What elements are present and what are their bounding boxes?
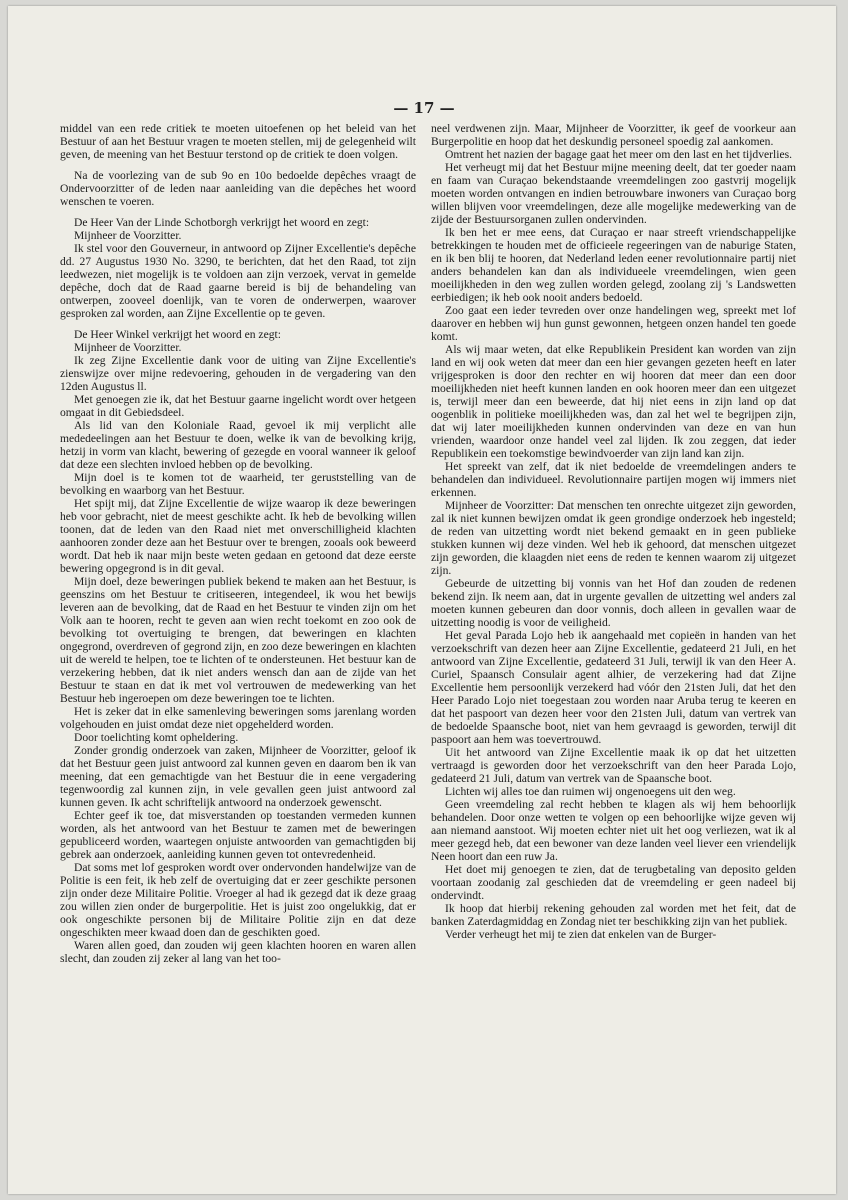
left-column-paragraph: Mijn doel, deze beweringen publiek bekend te maken aan het Bestuur, is geenszins om het Bestuur te critiseeren, integendeel, ik wou het bewijs leveren aan de bevolking, dat de Raad en het Bestuur te vinden zijn om het Volk aan te hooren, recht te geven aan wien recht toekomt en zoo ook de bevolking tot overtuiging te brengen, dat beweringen en klachten ongegrond, overdreven of gegrond zijn, en zoo deze beweringen en klachten uit de wereld te helpen, toe te lichten of te ondersteunen. Het bestuur kan de verzekering hebben, dat ik niet anders wensch dan aan de zijde van het Bestuur te staan en dat ik met vol vertrouwen de medewerking van het Bestuur heb ingeroepen om deze beweringen toe te lichten. <box>60 575 416 705</box>
right-column-paragraph: Zoo gaat een ieder tevreden over onze handelingen weg, spreekt met lof daarover en hebben wij hun gunst gewonnen, hetgeen onzen handel ten goede komt. <box>431 304 796 343</box>
left-column-paragraph: Als lid van den Koloniale Raad, gevoel ik mij verplicht alle mededeelingen aan het Bestuur te doen, welke ik van de bevolking krijg, hetzij in vorm van klacht, bewering of gezegde en vooral wanneer ik geloof dat deze een slechten invloed hebben op de bevolking. <box>60 419 416 471</box>
left-column-paragraph: Door toelichting komt opheldering. <box>74 731 239 744</box>
right-column-paragraph: Geen vreemdeling zal recht hebben te klagen als wij hem behoorlijk behandelen. Door onze wetten te volgen op een behoorlijke wijze geven wij aan niemand aanstoot. Wij moeten echter niet uit het oog verliezen, wat ik al meer gezegd heb, dat een bewoner van deze landen veel liever een vriendelijk Neen hoort dan een ruw Ja. <box>431 798 796 863</box>
left-column-paragraph: Ik stel voor den Gouverneur, in antwoord op Zijner Excellentie's depêche dd. 27 Augustus 1930 No. 3290, te berichten, dat het den Raad, tot zijn leedwezen, niet mogelijk is te voldoen aan zijn verzoek, vervat in gemelde depêche, doch dat de Raad gaarne bereid is bij de behandeling van ontwerpen, zooveel doenlijk, van te voren de onderwerpen, waarover gesproken zal worden, aan Zijne Excellentie op te geven. <box>60 242 416 320</box>
right-column-paragraph: Ik ben het er mee eens, dat Curaçao er naar streeft vriendschappelijke betrekkingen te houden met de officieele regeeringen van de naburige Staten, en ik ben blij te hooren, dat Nederland leden eener revolutionnaire partij niet anders behandelen kan dan als individueele vreemdelingen, wien geen moeilijkheden in den weg zullen worden gelegd, zoolang zij 's Landswetten eerbiedigen; ik heb ook nooit anders bedoeld. <box>431 226 796 304</box>
right-column-paragraph: Als wij maar weten, dat elke Republikein President kan worden van zijn land en wij ook weten dat meer dan een hier gevangen gezeten heeft en later vrijgesproken is door den rechter en wij hooren dat meer dan een door moeilijkheden niet heeft kunnen landen en ook hooren meer dan een uitgezet is, terwijl meer dan een beweerde, dat hij niet eens in zijn land op dat oogenblik in politieke moeilijkheden was, dan zal het wel te begrijpen zijn, dat wij later moeilijkheden kunnen ondervinden van deze en van hun vrienden, waardoor onze handel veel zal lijden. Ik zou zeggen, dat ieder Republikein een toekomstige bewindvoerder van zijn land kan zijn. <box>431 343 796 460</box>
right-text-column <box>431 122 796 941</box>
left-column-paragraph: middel van een rede critiek te moeten uitoefenen op het beleid van het Bestuur of aan het Bestuur vragen te moeten stellen, mij de gelegenheid wilt geven, de meening van het Bestuur terstond op de critiek te doen volgen. <box>60 122 416 161</box>
right-column-paragraph: Het spreekt van zelf, dat ik niet bedoelde de vreemdelingen anders te behandelen dan individueel. Revolutionnaire partijen mogen wij immers niet erkennen. <box>431 460 796 499</box>
right-column-paragraph: Het verheugt mij dat het Bestuur mijne meening deelt, dat ter goeder naam en faam van Curaçao bekendstaande vreemdelingen zoo gastvrij mogelijk moeten worden ontvangen en indien betrouwbare inwoners van Curaçao borg willen blijven voor vreemdelingen, deze alle mogelijke medewerking van de zijde der Bestuursorganen zullen ondervinden. <box>431 161 796 226</box>
left-column-paragraph: Ik zeg Zijne Excellentie dank voor de uiting van Zijne Excellentie's zienswijze over mijne redevoering, gehouden in de vergadering van den 12den Augustus ll. <box>60 354 416 393</box>
left-column-paragraph: Mijnheer de Voorzitter. <box>74 341 182 354</box>
right-column-paragraph: Het geval Parada Lojo heb ik aangehaald met copieën in handen van het verzoekschrift van dezen heer aan Zijne Excellentie, gedateerd 21 Juli, en het antwoord van Zijne Excellentie, gedateerd 31 Juli, terwijl ik van den Heer A. Curiel, Spaansch Consulair agent alhier, de verzekering had dat Zijne Excellentie hem persoonlijk verzekerd had vóór den 21sten Juli, dat het den Heer Parado Lojo niet toegestaan zou worden naar Aruba terug te keeren en dat het paspoort van dezen heer voor den 21sten Juli, datum van vertrek van de bedoelde Spaansche boot, niet van hem gevraagd is geworden, terwijl dit paspoort aan hem was toevertrouwd. <box>431 629 796 746</box>
right-column-paragraph: Gebeurde de uitzetting bij vonnis van het Hof dan zouden de redenen bekend zijn. Ik neem aan, dat in urgente gevallen de uitzetting wel anders zal moeten kunnen gebeuren dan door vonnis, doch alleen in gevallen waar de uitzetting noodig is voor de veiligheid. <box>431 577 796 629</box>
right-column-paragraph: Verder verheugt het mij te zien dat enkelen van de Burger- <box>445 928 717 941</box>
left-column-paragraph: Het is zeker dat in elke samenleving beweringen soms jarenlang worden volgehouden en juist omdat deze niet opgehelderd worden. <box>60 705 416 731</box>
right-column-paragraph: neel verdwenen zijn. Maar, Mijnheer de Voorzitter, ik geef de voorkeur aan Burgerpolitie en hoop dat het deskundig personeel spoedig zal aankomen. <box>431 122 796 148</box>
left-column-paragraph: Het spijt mij, dat Zijne Excellentie de wijze waarop ik deze beweringen heb voor gebracht, niet de meest geschikte acht. Ik heb de bevolking willen toonen, dat de leden van den Raad niet met onverschilligheid klachten aanhooren zonder deze aan het Bestuur over te brengen, zooals ook beweerd wordt. Dat heb ik naar mijn beste weten gedaan en getoond dat deze eerste bewering opgegrond is in dit geval. <box>60 497 416 575</box>
right-column-paragraph: Uit het antwoord van Zijne Excellentie maak ik op dat het uitzetten vertraagd is geworden door het verzoekschrift van den heer Parada Lojo, gedateerd 21 Juli, datum van vertrek van de Spaansche boot. <box>431 746 796 785</box>
left-column-paragraph: Na de voorlezing van de sub 9o en 10o bedoelde depêches vraagt de Ondervoorzitter of de leden naar aanleiding van die depêches het woord wenschen te voeren. <box>60 169 416 208</box>
right-column-paragraph: Het doet mij genoegen te zien, dat de terugbetaling van deposito gelden voortaan zoodanig zal geschieden dat de vreemdeling er geen nadeel bij ondervindt. <box>431 863 796 902</box>
left-column-paragraph: De Heer Winkel verkrijgt het woord en zegt: <box>74 328 281 341</box>
left-column-paragraph: Echter geef ik toe, dat misverstanden op toestanden vermeden kunnen worden, als het antwoord van het Bestuur te zamen met de beweringen gepubliceerd worden, waartegen onjuiste antwoorden van gemachtigden bij gebrek aan onderzoek, aanleiding kunnen geven tot ontevredenheid. <box>60 809 416 861</box>
left-column-paragraph: Zonder grondig onderzoek van zaken, Mijnheer de Voorzitter, geloof ik dat het Bestuur geen juist antwoord zal kunnen geven en daarom ben ik van meening, dat een gemachtigde van het Bestuur die in eene vergadering tegenwoordig zal kunnen zijn, in vele gevallen geen juist antwoord zal kunnen geven. Ik acht schriftelijk antwoord na onderzoek gewenscht. <box>60 744 416 809</box>
right-column-paragraph: Lichten wij alles toe dan ruimen wij ongenoegens uit den weg. <box>445 785 736 798</box>
right-column-paragraph: Omtrent het nazien der bagage gaat het meer om den last en het tijdverlies. <box>445 148 793 161</box>
left-text-column <box>60 122 416 965</box>
left-column-paragraph: Dat soms met lof gesproken wordt over ondervonden handelwijze van de Politie is een feit, ik heb zelf de overtuiging dat er zeer geschikte personen zijn onder deze Militaire Politie. Vroeger al had ik gezegd dat ik deze graag zou willen zien onder de burgerpolitie. Het is juist zoo ongelukkig, dat er ook ongeschikte personen bij de Militaire Politie zijn en dat deze ongeschikten meer kwaad doen dan de geschikten goed. <box>60 861 416 939</box>
right-column-paragraph: Ik hoop dat hierbij rekening gehouden zal worden met het feit, dat de banken Zaterdagmiddag en Zondag niet ter beschikking zijn van het publiek. <box>431 902 796 928</box>
left-column-paragraph: Met genoegen zie ik, dat het Bestuur gaarne ingelicht wordt over hetgeen omgaat in dit Gebiedsdeel. <box>60 393 416 419</box>
left-column-paragraph: Mijn doel is te komen tot de waarheid, ter geruststelling van de bevolking en waarborg van het Bestuur. <box>60 471 416 497</box>
left-column-paragraph: Mijnheer de Voorzitter. <box>74 229 182 242</box>
left-column-paragraph: De Heer Van der Linde Schotborgh verkrijgt het woord en zegt: <box>74 216 370 229</box>
right-column-paragraph: Mijnheer de Voorzitter: Dat menschen ten onrechte uitgezet zijn geworden, zal ik niet kunnen bewijzen omdat ik geen grondige onderzoek heb ingesteld; de reden van uitzetting wordt niet bekend gemaakt en in geen publieke stukken kunnen wij deze vinden. Wel heb ik gehoord, dat menschen uitgezet zijn geworden, die klaagden niet eens de reden te kennen waarom zij uitgezet zijn. <box>431 499 796 577</box>
page-number: — 17 — <box>393 99 455 117</box>
left-column-paragraph: Waren allen goed, dan zouden wij geen klachten hooren en waren allen slecht, dan zouden zij zeker al lang van het too- <box>60 939 416 965</box>
